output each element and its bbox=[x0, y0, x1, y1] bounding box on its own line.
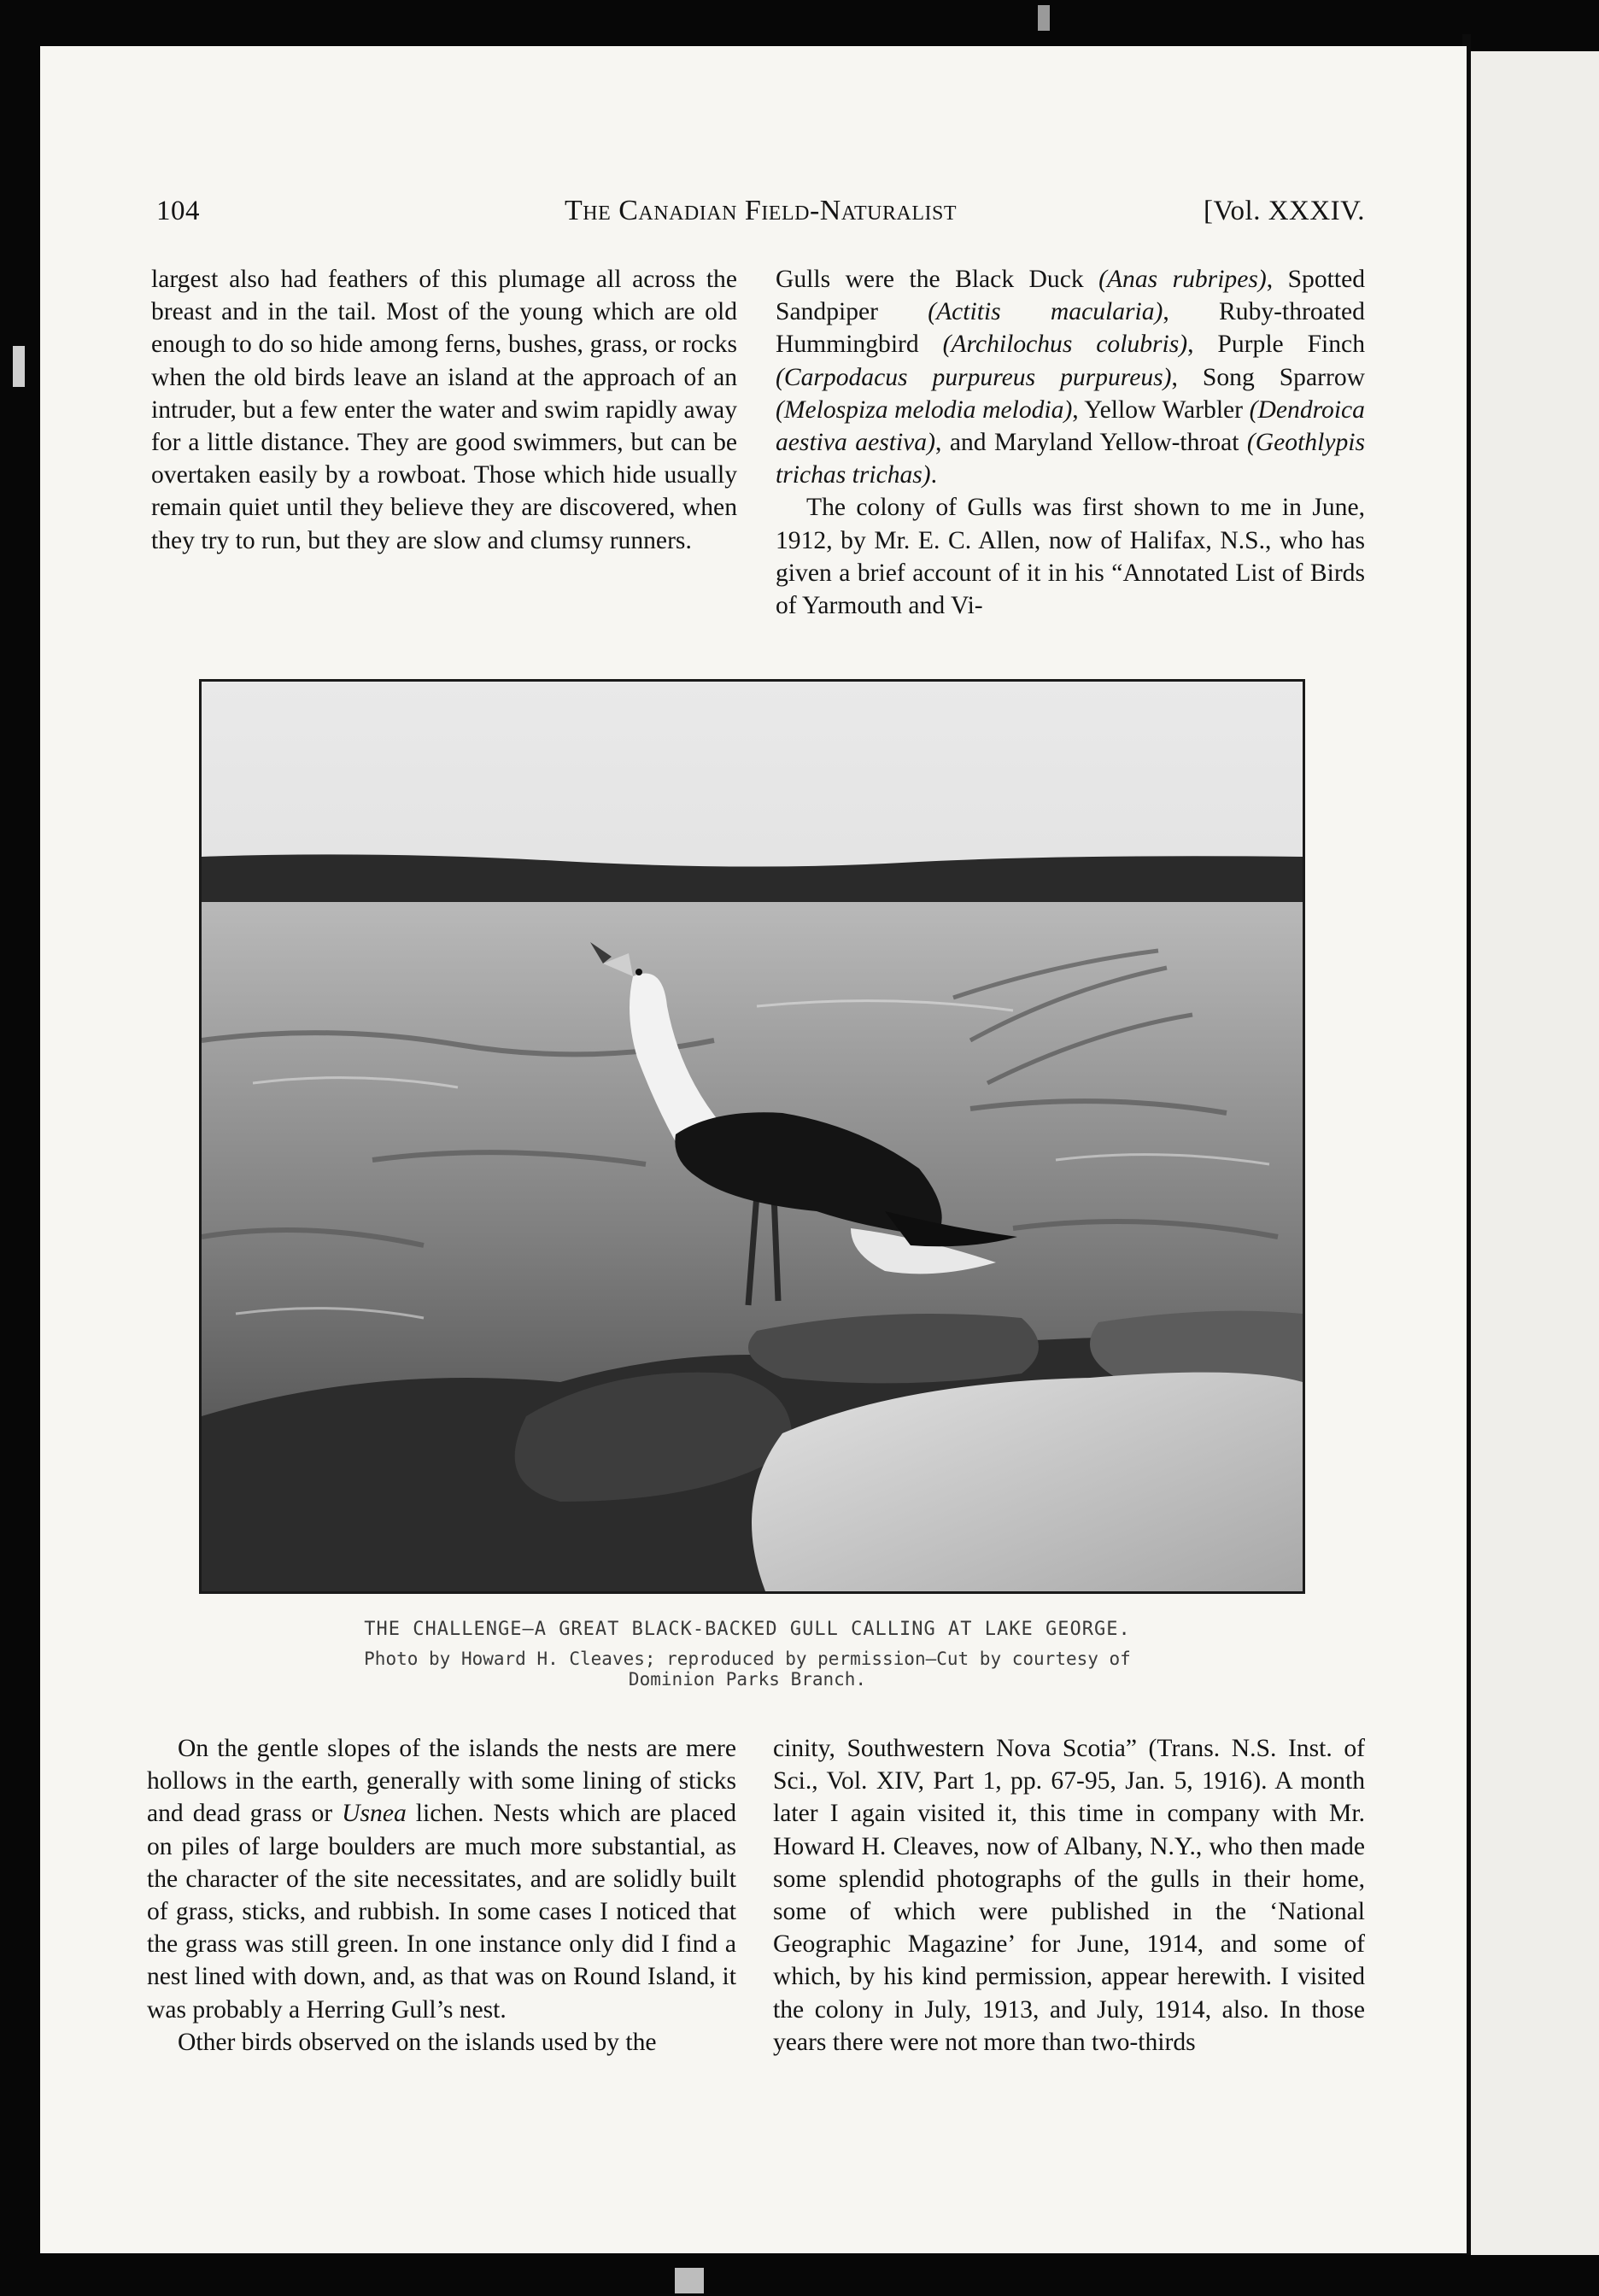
nests-paragraph: On the gentle slopes of the islands the nests are mere hollows in the earth, generally with some lining of sticks and dead grass or Usnea lichen. Nests which are placed on piles of large boulders are much more substantial, as the character of the site necessitates, and are solidly built of grass, sticks, and rubbish. In some cases I noticed that the grass was still green. In one instance only did I find a nest lined with down, and, as that was on Round Island, it was probably a Herring Gull’s nest. bbox=[147, 1735, 736, 2024]
journal-title: The Canadian Field-Naturalist bbox=[564, 195, 958, 226]
colony-paragraph: The colony of Gulls was first shown to me in June, 1912, by Mr. E. C. Allen, now of Halifax, N.S., who has given a brief account of it in his “Annotated List of Birds of Yarmouth and Vi- bbox=[776, 494, 1365, 620]
page-number: 104 bbox=[156, 196, 200, 226]
gull-photograph bbox=[199, 679, 1305, 1594]
photo-caption-title: THE CHALLENGE—A GREAT BLACK-BACKED GULL CALLING AT LAKE GEORGE. bbox=[364, 1619, 1131, 1640]
paragraph: largest also had feathers of this plumage all across the breast and in the tail. Most of the young which are old enough to do so hide among ferns, bushes, grass, or rocks when the old birds leave an island at the approach of an intruder, but a few enter the water and swim rapidly away for a little distance. They are good swimmers, but can be overtaken easily by a rowboat. Those which hide usually remain quiet until they believe they are discovered, when they try to run, but they are slow and clumsy runners. bbox=[151, 266, 737, 554]
caption-credit-line: Photo by Howard H. Cleaves; reproduced by permission—Cut by courtesy of bbox=[364, 1649, 1131, 1669]
scan-artifact bbox=[1038, 5, 1050, 31]
adjacent-page-edge bbox=[1471, 51, 1599, 2255]
paragraph: cinity, Southwestern Nova Scotia” (Trans. N.S. Inst. of Sci., Vol. XIV, Part 1, pp. 67-95, Jan. 5, 1916). A month later I again visited it, this time in company with Mr. Howard H. Cleaves, now of Albany, N.Y., who then made some splendid photographs of the gulls in their home, some of which were published in the ‘National Geographic Magazine’ for June, 1914, and some of which, by his kind permission, appear herewith. I visited the colony in July, 1913, and July, 1914, also. In those years there were not more than two-thirds bbox=[773, 1735, 1365, 2056]
text-column-bottom-right bbox=[773, 1732, 1365, 2059]
scan-artifact bbox=[13, 346, 25, 387]
scan-artifact bbox=[675, 2268, 704, 2293]
text-column-bottom-left bbox=[147, 1732, 736, 2059]
text-column-top-left bbox=[151, 263, 737, 557]
photo-caption-credit bbox=[171, 1649, 1324, 1690]
text-column-top-right bbox=[776, 263, 1365, 622]
running-header bbox=[156, 191, 1365, 231]
volume-label: [Vol. XXXIV. bbox=[1203, 196, 1365, 226]
caption-credit-line: Dominion Parks Branch. bbox=[628, 1669, 867, 1690]
species-paragraph: Gulls were the Black Duck (Anas rubripes), Spotted Sandpiper (Actitis macularia), Ruby-throated Hummingbird (Archilochus colubris), Purple Finch (Carpodacus purpureus purpureus), Song Sparrow (Melospiza melodia melodia), Yellow Warbler (Dendroica aestiva aestiva), and Maryland Yellow-throat (Geothlypis trichas trichas). bbox=[776, 266, 1365, 489]
other-birds-paragraph: Other birds observed on the islands used by the bbox=[178, 2028, 657, 2056]
